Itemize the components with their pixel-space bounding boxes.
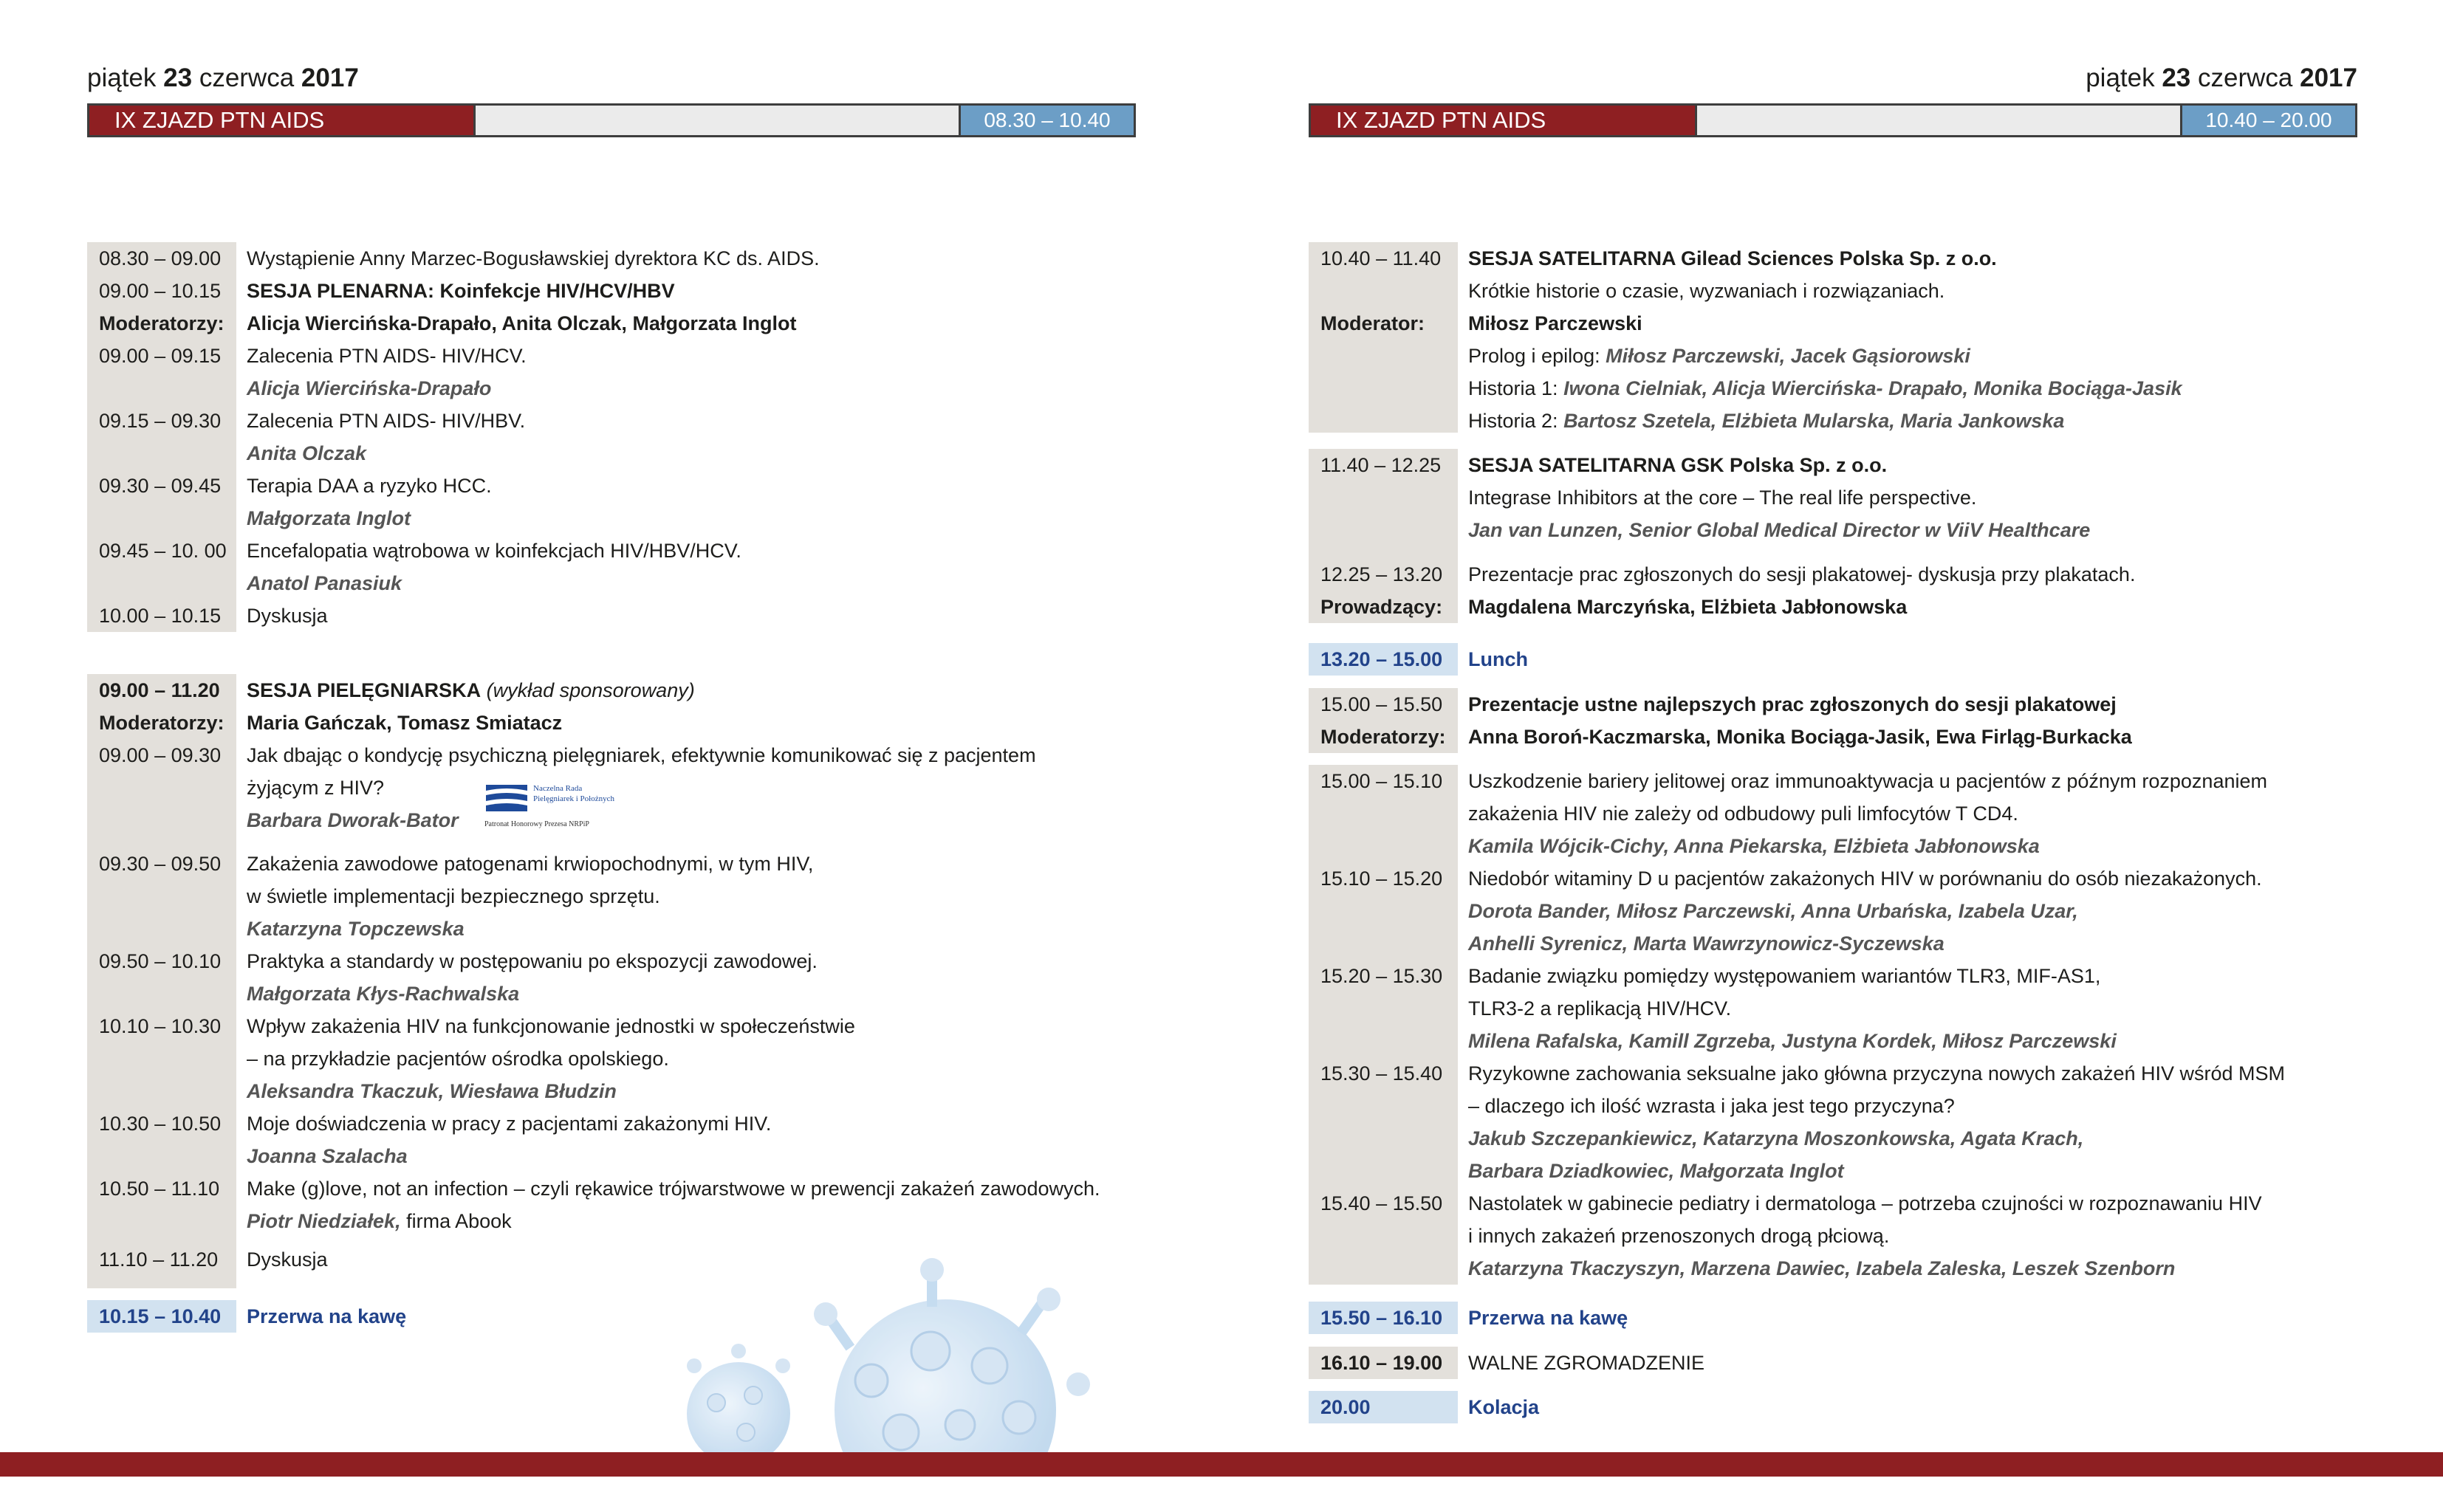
- time-cell: [1309, 1252, 1458, 1285]
- virus-illustration: [635, 1255, 1137, 1452]
- time-cell: 11.10 – 11.20: [99, 1248, 219, 1271]
- moderators-label: Moderatorzy:: [1320, 726, 1446, 748]
- company-name: firma Abook: [406, 1210, 512, 1232]
- dinner-block: [1309, 1391, 1539, 1423]
- content-column: [236, 674, 1100, 1288]
- moderators-names: Maria Gańczak, Tomasz Smiatacz: [247, 712, 563, 734]
- time-cell: [1309, 927, 1458, 960]
- talk-title: Zalecenia PTN AIDS- HIV/HBV.: [247, 410, 526, 432]
- talk-title: Moje doświadczenia w pracy z pacjentami zakażonymi HIV.: [247, 1113, 772, 1135]
- time-cell: 10.10 – 10.30: [99, 1015, 222, 1037]
- header-time: 08.30 – 10.40: [961, 106, 1134, 135]
- content-column: [1458, 242, 2182, 437]
- moderators-label: Moderatorzy:: [99, 312, 225, 334]
- speaker-name: Iwona Cielniak, Alicja Wiercińska- Drapało, Monika Bociąga-Jasik: [1563, 377, 2182, 399]
- discussion: Dyskusja: [247, 1248, 328, 1271]
- talk-title: Uszkodzenie bariery jelitowej oraz immunoaktywacja u pacjentów z późnym rozpoznaniem: [1468, 770, 2267, 792]
- schedule-block: [1309, 643, 1528, 676]
- plenary-session-block: [87, 242, 820, 632]
- talk-title: TLR3-2 a replikacją HIV/HCV.: [1468, 997, 1732, 1020]
- assembly-label: WALNE ZGROMADZENIE: [1468, 1352, 1705, 1374]
- content-column: [1458, 1347, 1704, 1379]
- time-cell: 10.50 – 11.10: [99, 1178, 220, 1200]
- time-cell: 10.00 – 10.15: [99, 605, 222, 627]
- time-cell: [1309, 1155, 1458, 1187]
- time-cell: 09.00 – 10.15: [99, 280, 222, 302]
- time-cell: 13.20 – 15.00: [1320, 648, 1443, 670]
- speaker-name: Barbara Dziadkowiec, Małgorzata Inglot: [1468, 1160, 1844, 1182]
- session-subtitle: Krótkie historie o czasie, wyzwaniach i rozwiązaniach.: [1468, 280, 1945, 302]
- time-cell: [87, 372, 236, 405]
- header-bar: [1309, 103, 2357, 137]
- speaker-name: Kamila Wójcik-Cichy, Anna Piekarska, Elżbieta Jabłonowska: [1468, 835, 2040, 857]
- time-cell: 10.40 – 11.40: [1320, 247, 1442, 269]
- lunch-label: Lunch: [1468, 648, 1528, 670]
- moderators-names: Anna Boroń-Kaczmarska, Monika Bociąga-Jasik, Ewa Firląg-Burkacka: [1468, 726, 2132, 748]
- time-cell: 09.30 – 09.45: [99, 475, 222, 497]
- time-cell: 10.30 – 10.50: [99, 1113, 222, 1135]
- general-assembly-block: [1309, 1347, 1704, 1379]
- talk-title: – dlaczego ich ilość wzrasta i jaka jest tego przyczyna?: [1468, 1095, 1955, 1117]
- speaker-name: Barbara Dworak-Bator: [247, 809, 459, 831]
- day-name: piątek: [87, 63, 157, 92]
- schedule-block: [1309, 1391, 1539, 1423]
- speaker-name: Anita Olczak: [247, 442, 367, 464]
- time-cell: 15.10 – 15.20: [1320, 867, 1443, 890]
- session-note: (wykład sponsorowany): [486, 679, 695, 701]
- story-label: Prolog i epilog:: [1468, 345, 1600, 367]
- talk-title: i innych zakażeń przenoszonych drogą płciową.: [1468, 1225, 1890, 1247]
- talk-title: Praktyka a standardy w postępowaniu po ekspozycji zawodowej.: [247, 950, 818, 972]
- speaker-name: Dorota Bander, Miłosz Parczewski, Anna Urbańska, Izabela Uzar,: [1468, 900, 2078, 922]
- content-column: [1458, 1391, 1539, 1423]
- page-date: [87, 61, 1136, 96]
- page-date: [1309, 61, 2357, 96]
- header-time: 10.40 – 20.00: [2182, 106, 2355, 135]
- time-column: [1309, 765, 1458, 1285]
- schedule-block: [1309, 449, 2135, 623]
- day-number: 23: [2162, 63, 2191, 92]
- time-column: [1309, 449, 1458, 623]
- talk-title: Badanie związku pomiędzy występowaniem wariantów TLR3, MIF-AS1,: [1468, 965, 2101, 987]
- right-page: [1309, 0, 2357, 1418]
- speaker-name: Aleksandra Tkaczuk, Wiesława Błudzin: [247, 1080, 617, 1102]
- time-cell: [1309, 1220, 1458, 1252]
- time-cell: 09.50 – 10.10: [99, 950, 222, 972]
- talk-title: Make (g)love, not an infection – czyli rękawice trójwarstwowe w prewencji zakażeń zawodowych.: [247, 1178, 1100, 1200]
- header-spacer: [473, 106, 961, 135]
- logo-text: Pielęgniarek i Położnych: [533, 794, 614, 803]
- time-cell: [87, 437, 236, 470]
- speaker-name: Małgorzata Inglot: [247, 507, 411, 529]
- time-cell: 11.40 – 12.25: [1320, 454, 1442, 476]
- time-cell: 10.15 – 10.40: [99, 1305, 222, 1327]
- schedule-block: [1309, 688, 2132, 753]
- time-cell: 15.30 – 15.40: [1320, 1062, 1443, 1085]
- time-column: [1309, 688, 1458, 753]
- talk-title: Terapia DAA a ryzyko HCC.: [247, 475, 492, 497]
- content-column: [236, 242, 820, 632]
- speaker-name: Piotr Niedziałek,: [247, 1210, 401, 1232]
- time-column: [87, 242, 236, 632]
- time-column: [1309, 1391, 1458, 1423]
- day-name: piątek: [2086, 63, 2155, 92]
- gsk-session-block: [1309, 449, 2135, 623]
- content-column: [1458, 688, 2132, 753]
- poster-session: Prezentacje prac zgłoszonych do sesji plakatowej- dyskusja przy plakatach.: [1468, 563, 2136, 585]
- time-cell: 09.00 – 11.20: [99, 679, 220, 701]
- time-cell: 09.00 – 09.15: [99, 345, 222, 367]
- time-cell: 09.30 – 09.50: [99, 853, 222, 875]
- speaker-name: Katarzyna Topczewska: [247, 918, 465, 940]
- content-column: [1458, 1302, 1628, 1334]
- header-title: IX ZJAZD PTN AIDS: [89, 106, 473, 135]
- year: 2017: [301, 63, 359, 92]
- talk-title: Wpływ zakażenia HIV na funkcjonowanie jednostki w społeczeństwie: [247, 1015, 855, 1037]
- schedule-block: [87, 1300, 406, 1333]
- talk-title: Nastolatek w gabinecie pediatry i dermatologa – potrzeba czujności w rozpoznawaniu HIV: [1468, 1192, 2262, 1214]
- coffee-break-block: [87, 1300, 406, 1333]
- schedule-block: [1309, 765, 2285, 1285]
- session-title: SESJA PIELĘGNIARSKA: [247, 679, 482, 701]
- speaker-name: Bartosz Szetela, Elżbieta Mularska, Maria Jankowska: [1563, 410, 2065, 432]
- time-cell: [87, 567, 236, 599]
- nursing-session-block: [87, 674, 1100, 1288]
- time-cell: 16.10 – 19.00: [1320, 1352, 1443, 1374]
- schedule-block: [1309, 1347, 1704, 1379]
- content-column: [1458, 765, 2285, 1285]
- break-label: Przerwa na kawę: [1468, 1307, 1628, 1329]
- time-column: [1309, 242, 1458, 433]
- schedule-block: [87, 242, 820, 632]
- time-cell: 08.30 – 09.00: [99, 247, 222, 269]
- time-cell: [87, 502, 236, 535]
- month-name: czerwca: [199, 63, 295, 92]
- header-bar: [87, 103, 1136, 137]
- moderator-name: Miłosz Parczewski: [1468, 312, 1642, 334]
- time-cell: 09.00 – 09.30: [99, 744, 222, 766]
- talk-title: Zakażenia zawodowe patogenami krwiopochodnymi, w tym HIV,: [247, 853, 814, 875]
- time-column: [1309, 643, 1458, 676]
- session-title: SESJA PLENARNA: Koinfekcje HIV/HCV/HBV: [247, 280, 675, 302]
- talk-title-cont: – na przykładzie pacjentów ośrodka opolskiego.: [247, 1048, 669, 1070]
- time-cell: 15.40 – 15.50: [1320, 1192, 1443, 1214]
- time-cell: 09.45 – 10. 00: [99, 540, 227, 562]
- speaker-name: Jakub Szczepankiewicz, Katarzyna Moszonkowska, Agata Krach,: [1468, 1127, 2084, 1150]
- time-cell: 09.15 – 09.30: [99, 410, 222, 432]
- talk-title-cont: w świetle implementacji bezpiecznego sprzętu.: [247, 885, 660, 907]
- time-cell: [1309, 1090, 1458, 1122]
- schedule-block: [87, 674, 1100, 1288]
- time-cell: [1309, 992, 1458, 1025]
- session-item: Wystąpienie Anny Marzec-Bogusławskiej dyrektora KC ds. AIDS.: [247, 247, 820, 269]
- logo-caption: Patronat Honorowy Prezesa NRPiP: [484, 820, 589, 828]
- logo-text: Naczelna Rada: [533, 784, 583, 793]
- story-label: Historia 1:: [1468, 377, 1558, 399]
- header-title: IX ZJAZD PTN AIDS: [1311, 106, 1695, 135]
- content-column: [1458, 643, 1528, 676]
- speaker-name: Anatol Panasiuk: [247, 572, 402, 594]
- schedule-block: [1309, 1302, 1628, 1334]
- speaker-name: Miłosz Parczewski, Jacek Gąsiorowski: [1606, 345, 1970, 367]
- discussion: Dyskusja: [247, 605, 328, 627]
- schedule-block: [1309, 242, 2182, 437]
- content-column: [236, 1300, 406, 1333]
- month-name: czerwca: [2198, 63, 2293, 92]
- talk-title: Integrase Inhibitors at the core – The real life perspective.: [1468, 487, 1977, 509]
- day-number: 23: [163, 63, 193, 92]
- speaker-name: Anhelli Syrenicz, Marta Wawrzynowicz-Syczewska: [1468, 932, 1945, 955]
- talk-title: Niedobór witaminy D u pacjentów zakażonych HIV w porównaniu do osób niezakażonych.: [1468, 867, 2262, 890]
- coffee-break-block: [1309, 1302, 1628, 1334]
- time-cell: 15.00 – 15.10: [1320, 770, 1443, 792]
- speaker-name: Katarzyna Tkaczyszyn, Marzena Dawiec, Izabela Zaleska, Leszek Szenborn: [1468, 1257, 2176, 1279]
- left-page: [87, 0, 1136, 1327]
- time-cell: [1309, 830, 1458, 862]
- speaker-name: Alicja Wiercińska-Drapało: [247, 377, 492, 399]
- talk-title: zakażenia HIV nie zależy od odbudowy puli limfocytów T CD4.: [1468, 803, 2018, 825]
- time-cell: 15.20 – 15.30: [1320, 965, 1443, 987]
- lunch-block: [1309, 643, 1528, 676]
- gilead-session-block: [1309, 242, 2182, 437]
- time-cell: [1309, 1025, 1458, 1057]
- talk-title: Jak dbając o kondycję psychiczną pielęgniarek, efektywnie komunikować się z pacjentem: [247, 744, 1036, 766]
- time-cell: 15.00 – 15.50: [1320, 693, 1443, 715]
- story-label: Historia 2:: [1468, 410, 1558, 432]
- session-title: SESJA SATELITARNA GSK Polska Sp. z o.o.: [1468, 454, 1888, 476]
- header-spacer: [1695, 106, 2182, 135]
- time-cell: 20.00: [1320, 1396, 1371, 1418]
- time-column: [1309, 1347, 1458, 1379]
- footer-bar: [0, 1452, 2443, 1477]
- time-column: [87, 1300, 236, 1333]
- dinner-label: Kolacja: [1468, 1396, 1540, 1418]
- moderator-label: Moderator:: [1320, 312, 1425, 334]
- time-cell: 12.25 – 13.20: [1320, 563, 1443, 585]
- time-column: [87, 674, 236, 1288]
- session-title: SESJA SATELITARNA Gilead Sciences Polska Sp. z o.o.: [1468, 247, 1997, 269]
- host-names: Magdalena Marczyńska, Elżbieta Jabłonowska: [1468, 596, 1908, 618]
- time-cell: [1309, 797, 1458, 830]
- talk-title: Zalecenia PTN AIDS- HIV/HCV.: [247, 345, 527, 367]
- speaker-name: Joanna Szalacha: [247, 1145, 408, 1167]
- host-label: Prowadzący:: [1320, 596, 1443, 618]
- nrpip-logo: [483, 780, 641, 832]
- speaker-name: Milena Rafalska, Kamill Zgrzeba, Justyna Kordek, Miłosz Parczewski: [1468, 1030, 2117, 1052]
- time-cell: [1309, 1122, 1458, 1155]
- time-cell: [1309, 895, 1458, 927]
- talk-title-cont: żyjącym z HIV?: [247, 777, 385, 799]
- talk-title: Encefalopatia wątrobowa w koinfekcjach HIV/HBV/HCV.: [247, 540, 741, 562]
- oral-presentations-block: [1309, 688, 2132, 753]
- moderators-label: Moderatorzy:: [99, 712, 225, 734]
- moderators-names: Alicja Wiercińska-Drapało, Anita Olczak, Małgorzata Inglot: [247, 312, 797, 334]
- time-cell: 15.50 – 16.10: [1320, 1307, 1443, 1329]
- year: 2017: [2300, 63, 2357, 92]
- talk-title: Ryzykowne zachowania seksualne jako główna przyczyna nowych zakażeń HIV wśród MSM: [1468, 1062, 2285, 1085]
- speaker-name: Jan van Lunzen, Senior Global Medical Director w ViiV Healthcare: [1468, 519, 2091, 541]
- session-title: Prezentacje ustne najlepszych prac zgłoszonych do sesji plakatowej: [1468, 693, 2117, 715]
- speaker-name: Małgorzata Kłys-Rachwalska: [247, 983, 520, 1005]
- break-label: Przerwa na kawę: [247, 1305, 407, 1327]
- content-column: [1458, 449, 2135, 623]
- oral-talks-block: [1309, 765, 2285, 1285]
- time-column: [1309, 1302, 1458, 1334]
